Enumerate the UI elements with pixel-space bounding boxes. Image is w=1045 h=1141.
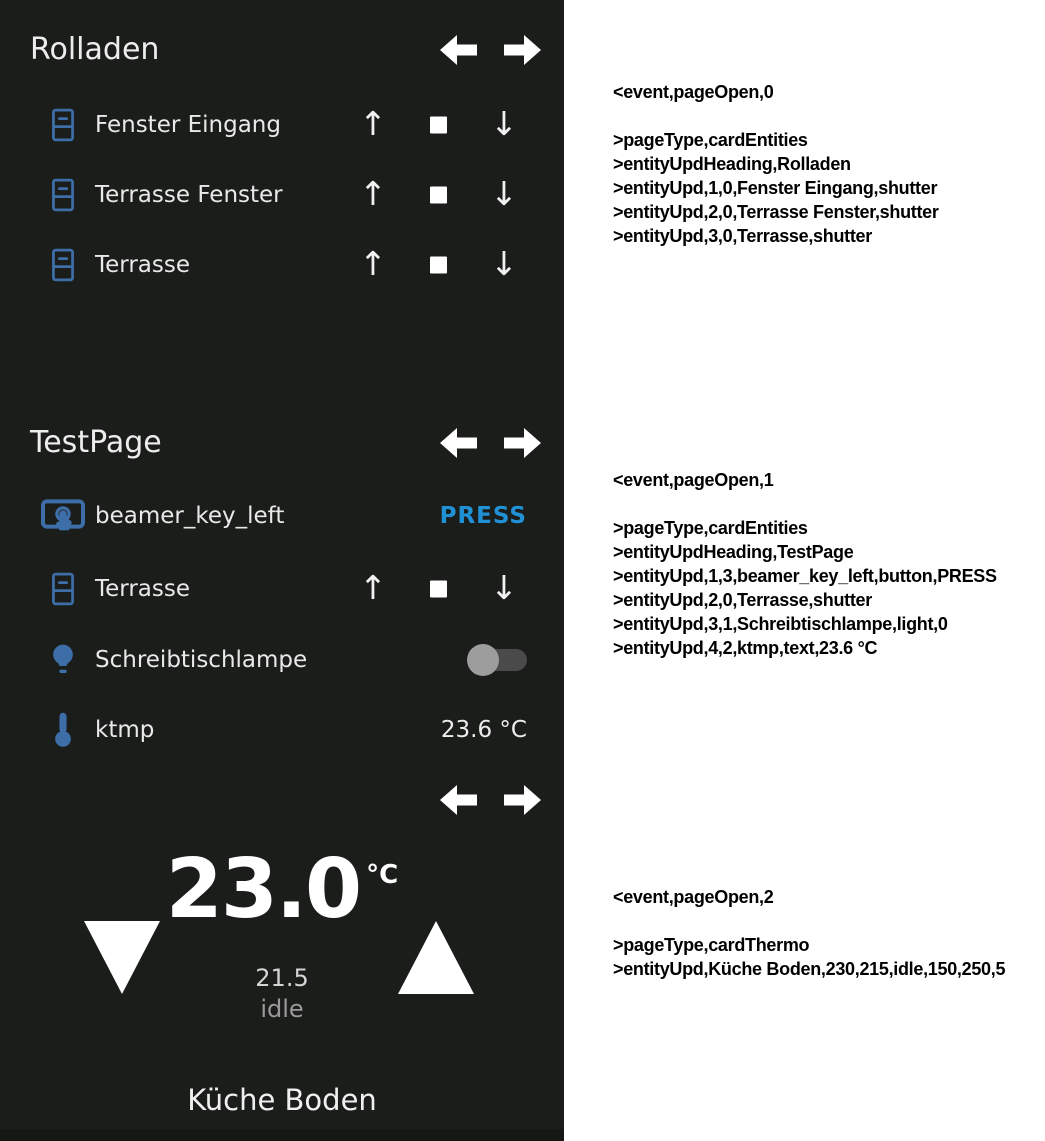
shutter-stop-button[interactable] [430,117,447,134]
nav-next-icon[interactable] [504,428,541,458]
protocol-line: >entityUpd,3,1,Schreibtischlampe,light,0 [613,614,948,634]
protocol-line: >entityUpd,2,0,Terrasse Fenster,shutter [613,202,939,222]
nav-next-icon[interactable] [504,785,541,815]
window-shutter-icon [40,178,86,212]
window-shutter-icon [40,572,86,606]
entity-name: Fenster Eingang [95,112,281,138]
sensor-value: 23.6 °C [440,717,527,743]
panel-footer-strip [0,1129,564,1141]
entity-row [0,90,564,160]
nav-prev-icon[interactable] [440,785,477,815]
protocol-line: >entityUpd,3,0,Terrasse,shutter [613,226,872,246]
thermostat-title: Küche Boden [187,1083,377,1117]
hvac-state: idle [260,995,304,1023]
nav-next-icon[interactable] [504,35,541,65]
light-toggle-switch[interactable] [469,644,527,676]
entity-row [0,160,564,230]
entity-name: Terrasse [95,576,191,602]
protocol-line: >entityUpd,4,2,ktmp,text,23.6 °C [613,638,878,658]
nav-prev-icon[interactable] [440,35,477,65]
protocol-line: >entityUpdHeading,Rolladen [613,154,851,174]
protocol-event-line: <event,pageOpen,0 [613,82,774,102]
page-navigation [440,785,541,815]
entity-name: Terrasse [95,252,191,278]
card-entities-testpage [0,393,564,770]
protocol-event-line: <event,pageOpen,1 [613,470,774,490]
protocol-line: >pageType,cardThermo [613,935,810,955]
protocol-block-page2 [613,885,1005,981]
page-title: Rolladen [30,32,160,67]
shutter-down-button[interactable]: ↓ [490,174,518,213]
press-button[interactable]: PRESS [439,503,527,529]
entity-row [0,230,564,300]
protocol-event-line: <event,pageOpen,2 [613,887,774,907]
protocol-block-page1 [613,468,997,660]
entity-row [0,481,564,551]
temperature-unit: °C [366,860,399,890]
lightbulb-icon [40,642,86,678]
shutter-up-button[interactable]: ↑ [359,104,387,143]
target-temperature: 21.5 [255,964,309,992]
protocol-line: >entityUpd,1,0,Fenster Eingang,shutter [613,178,938,198]
shutter-stop-button[interactable] [430,187,447,204]
shutter-up-button[interactable]: ↑ [359,568,387,607]
window-shutter-icon [40,108,86,142]
window-shutter-icon [40,248,86,282]
toggle-knob [467,644,499,676]
entity-name: Schreibtischlampe [95,647,308,673]
gesture-tap-button-icon [40,496,86,536]
shutter-up-button[interactable]: ↑ [359,244,387,283]
protocol-line: >entityUpdHeading,TestPage [613,542,854,562]
thermometer-icon [40,711,86,749]
entity-row [0,554,564,624]
entity-name: ktmp [95,717,155,743]
page-title: TestPage [30,425,162,460]
page-navigation [440,35,541,65]
entity-row [0,695,564,765]
protocol-line: >pageType,cardEntities [613,518,808,538]
entity-name: Terrasse Fenster [95,182,283,208]
protocol-block-page0 [613,80,939,248]
protocol-line: >entityUpd,Küche Boden,230,215,idle,150,250,5 [613,959,1006,979]
shutter-down-button[interactable]: ↓ [490,104,518,143]
shutter-down-button[interactable]: ↓ [490,244,518,283]
page-navigation [440,428,541,458]
entity-row [0,625,564,695]
shutter-stop-button[interactable] [430,581,447,598]
card-entities-rolladen [0,0,564,310]
card-thermo [0,770,564,1141]
current-temperature-value: 23.0 [165,842,361,937]
shutter-down-button[interactable]: ↓ [490,568,518,607]
protocol-line: >entityUpd,2,0,Terrasse,shutter [613,590,872,610]
shutter-stop-button[interactable] [430,257,447,274]
shutter-up-button[interactable]: ↑ [359,174,387,213]
protocol-line: >pageType,cardEntities [613,130,808,150]
entity-name: beamer_key_left [95,503,285,529]
nav-prev-icon[interactable] [440,428,477,458]
protocol-line: >entityUpd,1,3,beamer_key_left,button,PRESS [613,566,997,586]
